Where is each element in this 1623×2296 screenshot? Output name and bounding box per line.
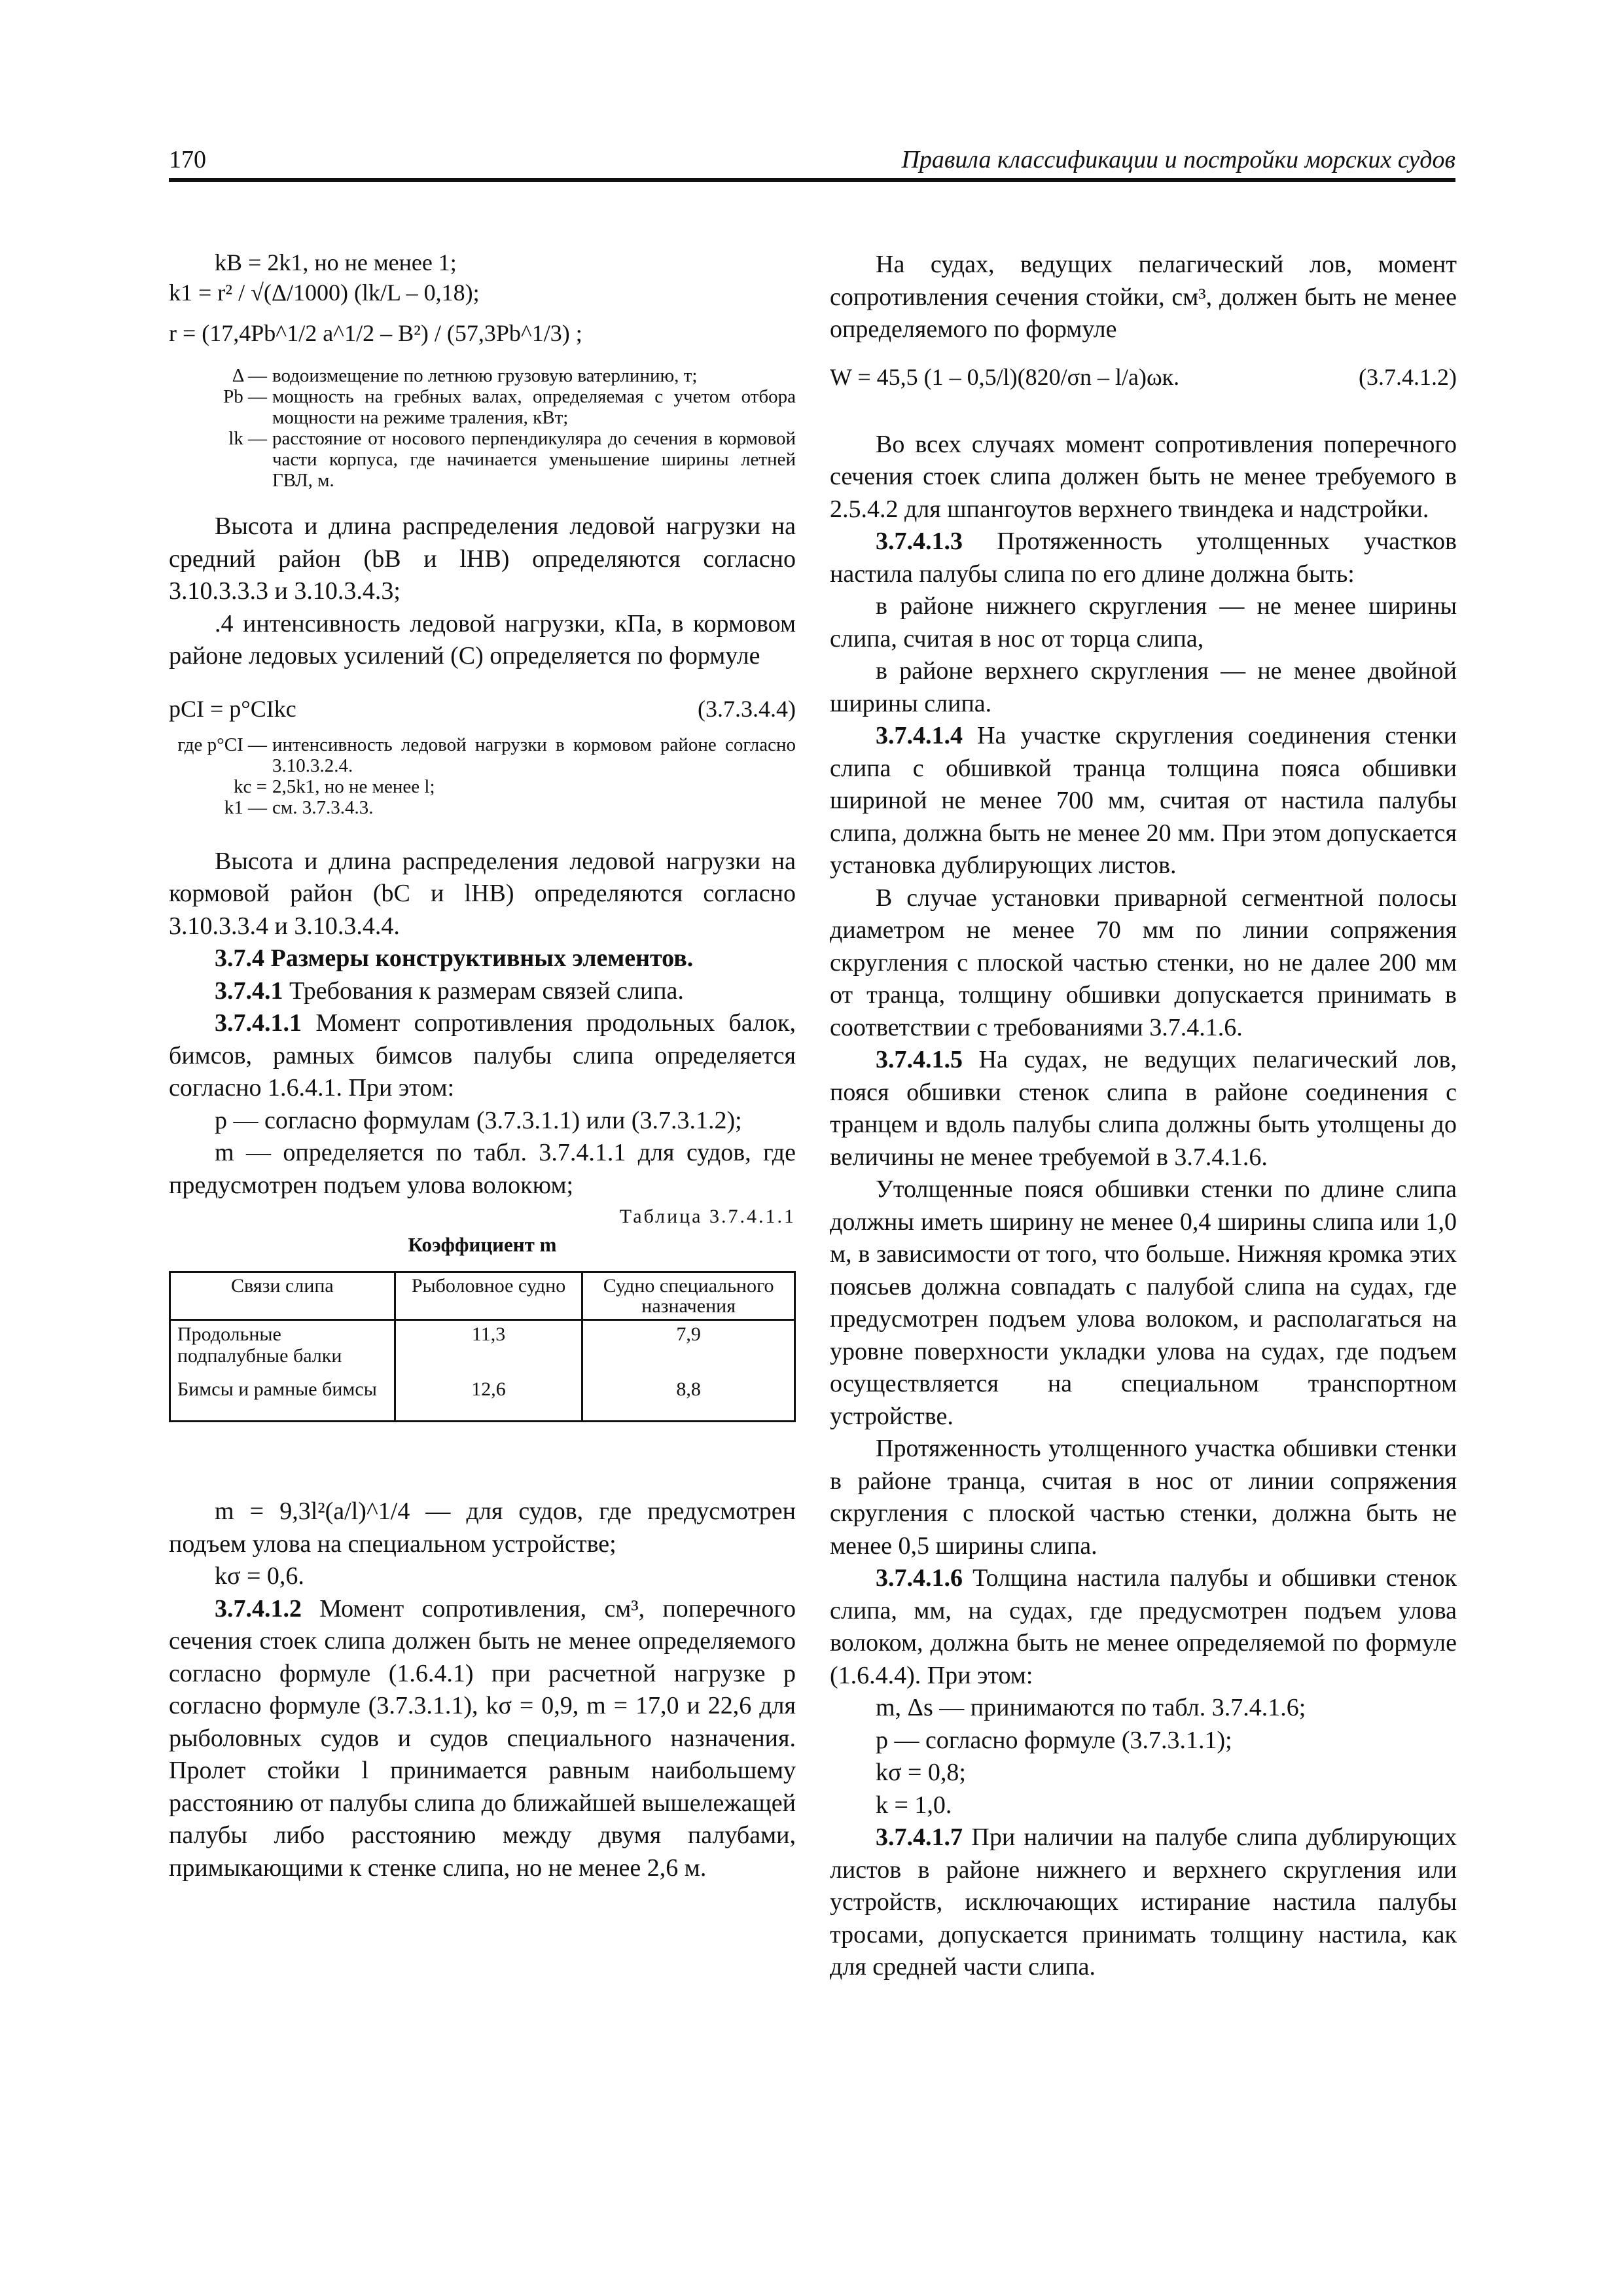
formula-pci: [169, 695, 796, 726]
section-3-7-4-1-7: [830, 1821, 1457, 1984]
definition-item: [169, 776, 796, 797]
definition-symbol: Pb —: [223, 386, 267, 407]
formula-text: pCI = p°CIkc: [169, 695, 296, 722]
section-text: При наличии на палубе слипа дублирующих листов в районе нижнего и верхнего скругления или устройств, исключающих истирание настила палубы тросами, допускается принимать толщину настила, как для средней части слипа.: [830, 1823, 1457, 1981]
definition-item: [169, 428, 796, 491]
table-cell: 12,6: [395, 1369, 582, 1422]
section-text: На участке скругления соединения стенки слипа с обшивкой транца толщина пояса обшивки шириной не менее 700 мм, считая от настила палубы слипа, должна быть не менее 20 мм. При этом допускается установка дублирующих листов.: [830, 722, 1457, 879]
formula-number: (3.7.3.4.4): [698, 695, 796, 722]
table-header-cell: Связи слипа: [170, 1272, 395, 1320]
section-text: Требования к размерам связей слипа.: [289, 977, 684, 1005]
formula-text: W = 45,5 (1 – 0,5/l)(820/σn – l/a)ωк.: [830, 363, 1180, 390]
page-header: [169, 145, 1455, 181]
definition-symbol: lk —: [228, 428, 267, 449]
paragraph: В случае установки приварной сегментной полосы диаметром не менее 70 мм по линии сопряжения скругления с плоской частью стенки, но не далее 200 мм от транца, толщину обшивки допускается принимать в соответствии с требованиями 3.7.4.1.6.: [830, 884, 1457, 1041]
formula-ksigma: kσ = 0,6.: [215, 1562, 304, 1590]
section-text: Протяженность утолщенных участков настила палубы слипа по его длине должна быть:: [830, 528, 1457, 588]
section-3-7-4-1-6: [830, 1562, 1457, 1692]
list-item: m, Δs — принимаются по табл. 3.7.4.1.6;: [876, 1694, 1306, 1721]
definition-text: водоизмещение по летнюю грузовую ватерлинию, т;: [272, 365, 698, 386]
table-cell: 8,8: [582, 1369, 795, 1422]
paragraph: p — согласно формулам (3.7.3.1.1) или (3.7.3.1.2);: [215, 1106, 742, 1134]
section-number: 3.7.4.1.7: [876, 1823, 963, 1851]
table-header-row: [170, 1272, 795, 1320]
section-3-7-4-1-4: [830, 720, 1457, 882]
definition-item: [169, 365, 796, 386]
table-row: [170, 1320, 795, 1370]
paragraph: Утолщенные пояся обшивки стенки по длине слипа должны иметь ширину не менее 0,4 ширины слипа или 1,0 м, в зависимости от того, что больше. Нижняя кромка этих поясьев должна совпадать с палубой слипа на судах, где предусмотрен подъем улова волоком, и располагаться на уровне поверхности укладки улова на судах, где подъем осуществляется на специальном транспортном устройстве.: [830, 1175, 1457, 1430]
page-number: 170: [169, 146, 206, 173]
table-cell: Продольные подпалубные балки: [170, 1320, 395, 1370]
definition-symbol: где p°CI —: [177, 734, 267, 755]
section-number: 3.7.4.1: [215, 977, 283, 1005]
table-cell: Бимсы и рамные бимсы: [170, 1369, 395, 1422]
table-cell: 7,9: [582, 1320, 795, 1370]
table-cell: 11,3: [395, 1320, 582, 1370]
coefficient-table: [169, 1271, 796, 1422]
definition-item: [169, 386, 796, 428]
paragraph: m — определяется по табл. 3.7.4.1.1 для судов, где предусмотрен подъем улова волокюм;: [169, 1139, 796, 1199]
section-3-7-4-1-1: [169, 1007, 796, 1105]
formula-kb: kВ = 2k1, но не менее 1;: [215, 249, 457, 276]
definitions-list-1: [169, 365, 796, 491]
paragraph: Протяженность утолщенного участка обшивки стенки в районе транца, считая в нос от линии сопряжения скругления с плоской частью стенки, должна быть не менее 0,5 ширины слипа.: [830, 1435, 1457, 1560]
table-row: [170, 1369, 795, 1422]
paragraph: в районе верхнего скругления — не менее двойной ширины слипа.: [830, 657, 1457, 717]
section-number: 3.7.4.1.5: [876, 1046, 963, 1073]
definition-text: расстояние от носового перпендикуляра до сечения в кормовой части корпуса, где начинается уменьшение ширины летней ГВЛ, м.: [272, 428, 796, 491]
definition-text: 2,5k1, но не менее l;: [272, 776, 435, 797]
formula-number: (3.7.4.1.2): [1359, 363, 1457, 390]
section-text: На судах, не ведущих пелагический лов, пояся обшивки стенок слипа в районе соединения с транцем и вдоль палубы слипа должны быть утолщены до величины не менее требуемой в 3.7.4.1.6.: [830, 1046, 1457, 1171]
definition-text: мощность на гребных валах, определяемая с учетом отбора мощности на режиме траления, кВт;: [272, 386, 796, 428]
section-text: Момент сопротивления, см³, поперечного сечения стоек слипа должен быть не менее определяемого согласно формуле (1.6.4.1) при расчетной нагрузке p согласно формуле (3.7.3.1.1), kσ = 0,9, m = 17,0 и 22,6 для рыболовных судов и судов специального назначения. Пролет стойки l принимается равным наибольшему расстоянию от палубы слипа до ближайшей вышележащей палубы либо расстоянию между двумя палубами, примыкающими к стенке слипа, но не менее 2,6 м.: [169, 1594, 796, 1882]
list-item: kσ = 0,8;: [876, 1759, 966, 1786]
paragraph: Во всех случаях момент сопротивления поперечного сечения стоек слипа должен быть не менее требуемого в 2.5.4.2 для шпангоутов верхнего твиндека и надстройки.: [830, 430, 1457, 523]
paragraph: Высота и длина распределения ледовой нагрузки на кормовой район (bC и lНВ) определяются согласно 3.10.3.3.4 и 3.10.3.4.4.: [169, 847, 796, 940]
section-number: 3.7.4.1.2: [215, 1594, 302, 1623]
section-text: Момент сопротивления продольных балок, бимсов, рамных бимсов палубы слипа определяется согласно 1.6.4.1. При этом:: [169, 1009, 796, 1102]
definition-text: интенсивность ледовой нагрузки в кормовом районе согласно 3.10.3.2.4.: [272, 734, 796, 776]
section-number: 3.7.4.1.4: [876, 722, 963, 749]
section-heading-3-7-4: [169, 942, 796, 975]
formula-r: r = (17,4Pb^1/2 a^1/2 – B²) / (57,3Pb^1/3) ;: [169, 320, 582, 346]
header-rule: [169, 178, 1455, 182]
table-title: Коэффициент m: [408, 1233, 557, 1256]
list-item: k = 1,0.: [876, 1791, 952, 1819]
definition-item: [169, 734, 796, 776]
definition-symbol: Δ —: [232, 365, 267, 386]
formula-k1: k1 = r² / √(Δ/1000) (lk/L – 0,18);: [169, 279, 480, 306]
table-caption: Таблица 3.7.4.1.1: [619, 1206, 796, 1227]
section-3-7-4-1-3: [830, 526, 1457, 590]
section-number: 3.7.4.1.1: [215, 1009, 302, 1037]
definition-item: [169, 797, 796, 818]
definition-symbol: kc =: [234, 776, 267, 797]
paragraph: .4 интенсивность ледовой нагрузки, кПа, в кормовом районе ледовых усилений (С) определяется по формуле: [169, 609, 796, 670]
definitions-list-2: [169, 734, 796, 818]
section-3-7-4-1-2: [169, 1593, 796, 1885]
formula-m: m = 9,3l²(a/l)^1/4 — для судов, где предусмотрен подъем улова на специальном устройстве;: [169, 1498, 796, 1558]
table-header-cell: Судно специального назначения: [582, 1272, 795, 1320]
paragraph: Высота и длина распределения ледовой нагрузки на средний район (bВ и lНВ) определяются согласно 3.10.3.3.3 и 3.10.3.4.3;: [169, 512, 796, 605]
section-number: 3.7.4.1.3: [876, 528, 963, 555]
section-heading-3-7-4-1: [169, 975, 796, 1008]
left-column: [169, 249, 796, 1884]
definition-symbol: k1 —: [224, 797, 267, 818]
table-header-cell: Рыболовное судно: [395, 1272, 582, 1320]
list-item: p — согласно формуле (3.7.3.1.1);: [876, 1726, 1232, 1754]
paragraph: в районе нижнего скругления — не менее ширины слипа, считая в нос от торца слипа,: [830, 592, 1457, 653]
section-number: 3.7.4: [215, 944, 264, 972]
section-title: Размеры конструктивных элементов.: [270, 944, 694, 972]
section-number: 3.7.4.1.6: [876, 1564, 963, 1592]
definition-text: см. 3.7.3.4.3.: [272, 797, 374, 818]
right-column: [830, 249, 1457, 1984]
running-title: Правила классификации и постройки морских судов: [901, 146, 1455, 173]
paragraph: На судах, ведущих пелагический лов, момент сопротивления сечения стойки, см³, должен быть не менее определяемого по формуле: [830, 251, 1457, 343]
section-3-7-4-1-5: [830, 1044, 1457, 1174]
formula-w: [830, 363, 1457, 417]
section-text: Толщина настила палубы и обшивки стенок слипа, мм, на судах, где предусмотрен подъем улова волоком, должна быть не менее определяемой по формуле (1.6.4.4). При этом:: [830, 1564, 1457, 1689]
